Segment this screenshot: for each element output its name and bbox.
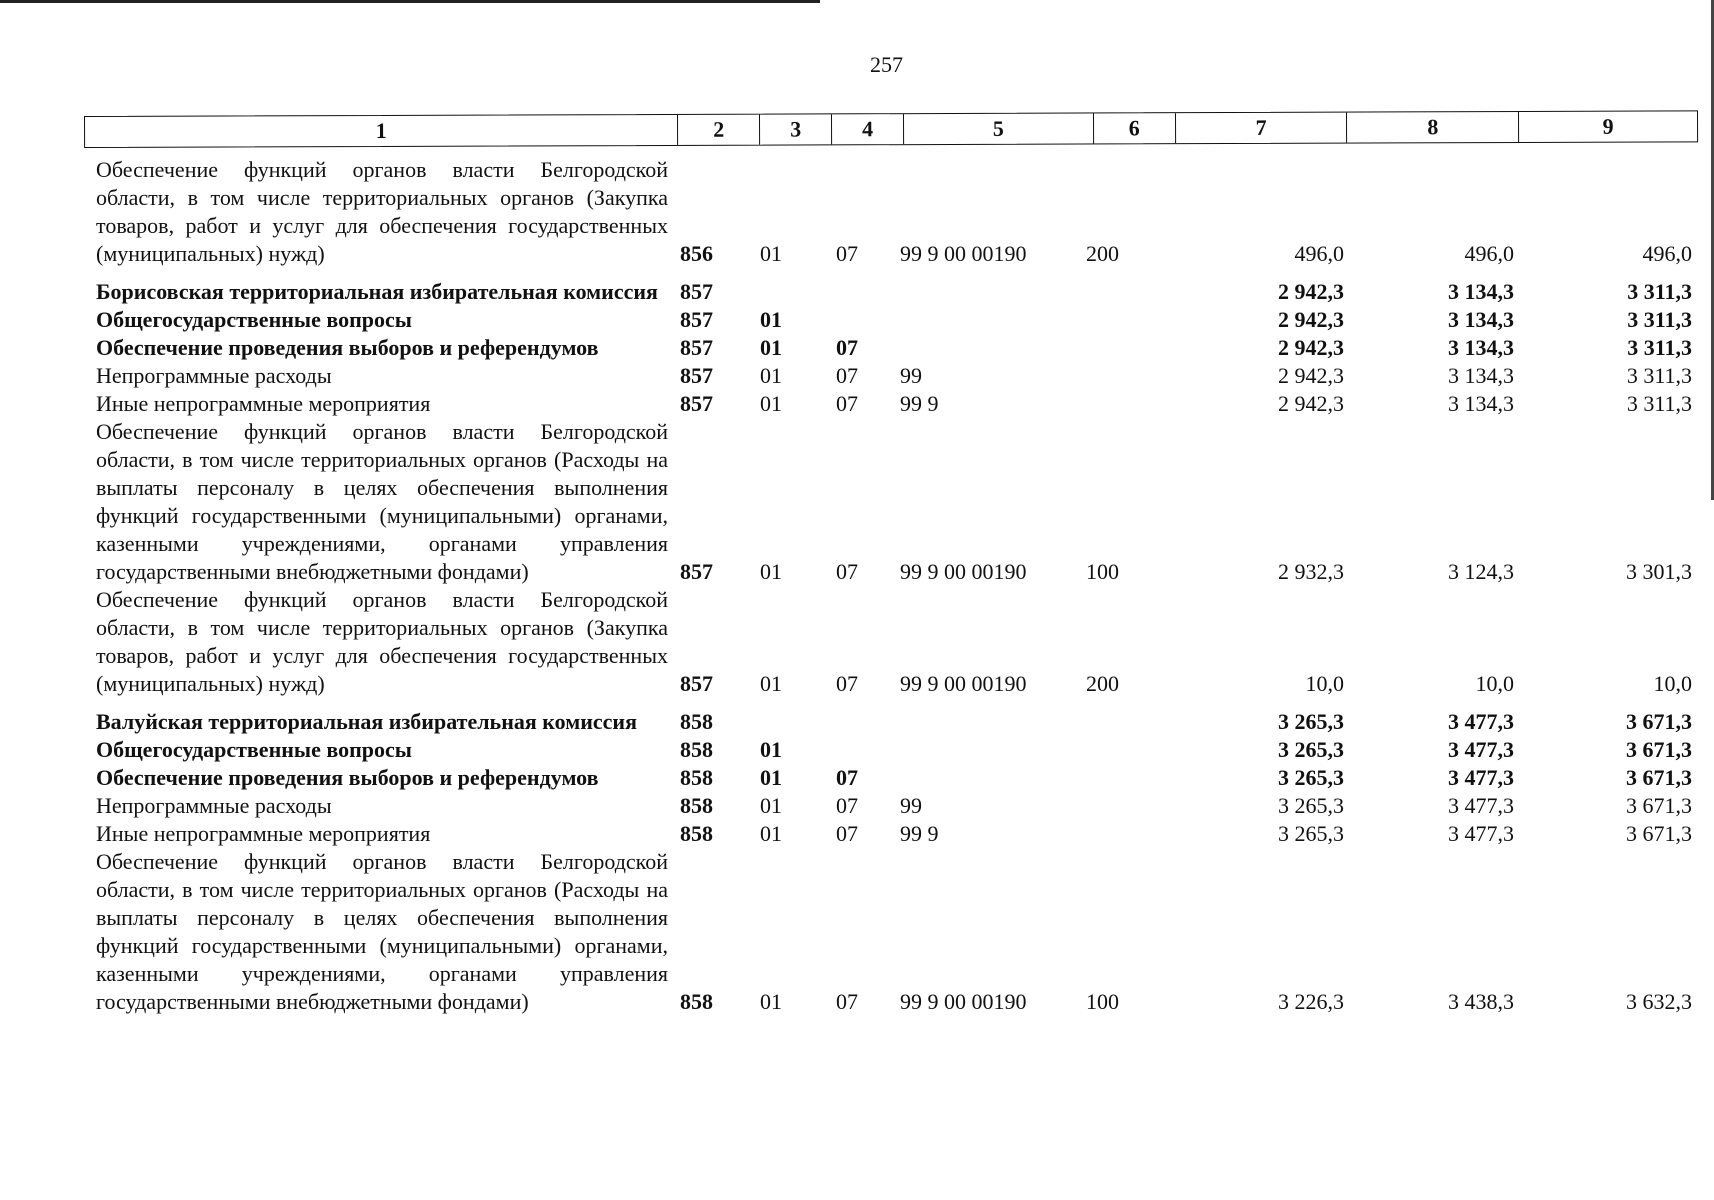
cell-col-7: 2 942,3 [1278, 335, 1344, 360]
cell-col-7: 2 942,3 [1278, 391, 1344, 416]
table-row [96, 708, 1696, 736]
table-row [96, 278, 1696, 306]
cell-col-4: 07 [836, 989, 858, 1014]
cell-col-6: 100 [1086, 989, 1119, 1014]
cell-col-2: 856 [680, 241, 713, 266]
cell-col-8: 3 134,3 [1448, 279, 1514, 304]
cell-col-2: 857 [680, 391, 713, 416]
table-row [96, 586, 1696, 698]
cell-col-3: 01 [760, 821, 782, 846]
cell-col-4: 07 [836, 559, 858, 584]
cell-col-5: 99 [900, 793, 922, 818]
cell-col-3: 01 [760, 737, 782, 762]
cell-col-8: 3 477,3 [1448, 709, 1514, 734]
cell-col-9: 3 311,3 [1627, 279, 1692, 304]
cell-col-3: 01 [760, 559, 782, 584]
cell-col-5: 99 9 00 00190 [900, 671, 1027, 696]
table-row [96, 362, 1696, 390]
cell-col-5: 99 9 00 00190 [900, 241, 1027, 266]
cell-col-6: 200 [1086, 671, 1119, 696]
cell-col-5: 99 9 00 00190 [900, 989, 1027, 1014]
cell-name: Валуйская территориальная избирательная комиссия [96, 709, 638, 734]
cell-col-8: 3 438,3 [1448, 989, 1514, 1014]
page-number: 257 [870, 52, 903, 77]
cell-col-4: 07 [836, 391, 858, 416]
cell-col-9: 3 671,3 [1626, 765, 1692, 790]
cell-col-2: 857 [680, 559, 713, 584]
cell-name: Непрограммные расходы [96, 363, 332, 388]
cell-col-7: 10,0 [1305, 671, 1344, 696]
cell-col-7: 3 265,3 [1278, 765, 1344, 790]
cell-col-3: 01 [760, 989, 782, 1014]
scan-edge-line [0, 0, 820, 3]
cell-col-3: 01 [760, 307, 782, 332]
table-row [96, 848, 1696, 1016]
cell-col-9: 3 301,3 [1626, 559, 1692, 584]
cell-col-9: 3 671,3 [1626, 793, 1692, 818]
cell-col-4: 07 [836, 821, 858, 846]
table-header [84, 110, 1698, 148]
cell-col-3: 01 [760, 241, 782, 266]
cell-col-8: 3 477,3 [1448, 765, 1514, 790]
cell-col-2: 857 [680, 307, 713, 332]
cell-col-3: 01 [760, 793, 782, 818]
header-col-1: 1 [85, 115, 678, 147]
cell-col-9: 3 632,3 [1626, 989, 1692, 1014]
header-col-3: 3 [760, 114, 832, 144]
header-col-5: 5 [904, 113, 1094, 144]
cell-col-7: 3 265,3 [1278, 737, 1344, 762]
cell-col-4: 07 [836, 793, 858, 818]
cell-col-8: 3 134,3 [1448, 391, 1514, 416]
cell-col-8: 3 477,3 [1448, 737, 1514, 762]
cell-name: Иные непрограммные мероприятия [96, 391, 431, 416]
cell-col-8: 3 134,3 [1448, 307, 1514, 332]
table-row [96, 820, 1696, 848]
cell-name: Общегосударственные вопросы [96, 307, 412, 332]
cell-col-8: 3 124,3 [1448, 559, 1514, 584]
header-col-4: 4 [832, 114, 904, 144]
cell-col-4: 07 [836, 335, 858, 360]
cell-col-7: 3 265,3 [1278, 709, 1344, 734]
cell-name: Общегосударственные вопросы [96, 737, 412, 762]
cell-col-7: 3 265,3 [1278, 821, 1344, 846]
cell-col-3: 01 [760, 335, 782, 360]
cell-col-9: 496,0 [1642, 241, 1692, 266]
cell-name: Обеспечение проведения выборов и референдумов [96, 335, 599, 360]
cell-col-2: 858 [680, 793, 713, 818]
cell-col-9: 3 671,3 [1626, 821, 1692, 846]
cell-col-3: 01 [760, 391, 782, 416]
table-body [96, 156, 1696, 1016]
cell-col-4: 07 [836, 363, 858, 388]
cell-col-7: 2 932,3 [1278, 559, 1344, 584]
table-row [96, 418, 1696, 586]
cell-col-5: 99 [900, 363, 922, 388]
cell-col-7: 2 942,3 [1278, 363, 1344, 388]
table-row [96, 390, 1696, 418]
header-col-6: 6 [1094, 113, 1176, 143]
cell-col-4: 07 [836, 671, 858, 696]
cell-col-4: 07 [836, 241, 858, 266]
cell-col-8: 3 477,3 [1448, 821, 1514, 846]
cell-col-6: 100 [1086, 559, 1119, 584]
cell-name: Непрограммные расходы [96, 793, 332, 818]
cell-col-4: 07 [836, 765, 858, 790]
cell-name: Обеспечение функций органов власти Белгородской области, в том числе территориальных органов (Расходы на выплаты персоналу в целях обеспечения выполнения функций государственными (муниципальными) органами, казенными учреждениями, органами управления государственными внебюджетными фондами) [96, 849, 668, 1014]
table-row [96, 736, 1696, 764]
cell-col-9: 3 311,3 [1627, 307, 1692, 332]
cell-name: Обеспечение функций органов власти Белгородской области, в том числе территориальных органов (Закупка товаров, работ и услуг для обеспечения государственных (муниципальных) нужд) [96, 587, 668, 696]
cell-name: Борисовская территориальная избирательная комиссия [96, 279, 658, 304]
cell-col-9: 3 671,3 [1626, 709, 1692, 734]
cell-col-2: 858 [680, 989, 713, 1014]
cell-col-3: 01 [760, 363, 782, 388]
cell-col-5: 99 9 [900, 391, 939, 416]
header-col-7: 7 [1176, 113, 1348, 144]
cell-col-9: 3 311,3 [1626, 363, 1692, 388]
cell-col-8: 3 134,3 [1448, 363, 1514, 388]
cell-col-2: 857 [680, 279, 713, 304]
cell-col-2: 858 [680, 821, 713, 846]
header-col-8: 8 [1347, 112, 1519, 143]
cell-col-2: 858 [680, 765, 713, 790]
cell-col-8: 10,0 [1475, 671, 1514, 696]
table-row [96, 334, 1696, 362]
cell-col-5: 99 9 [900, 821, 939, 846]
header-col-9: 9 [1602, 113, 1614, 139]
cell-name: Иные непрограммные мероприятия [96, 821, 431, 846]
cell-col-7: 496,0 [1294, 241, 1344, 266]
cell-name: Обеспечение функций органов власти Белгородской области, в том числе территориальных органов (Закупка товаров, работ и услуг для обеспечения государственных (муниципальных) нужд) [96, 157, 668, 266]
cell-col-3: 01 [760, 671, 782, 696]
table-row [96, 764, 1696, 792]
cell-col-8: 3 477,3 [1448, 793, 1514, 818]
cell-col-5: 99 9 00 00190 [900, 559, 1027, 584]
cell-col-9: 3 311,3 [1626, 391, 1692, 416]
cell-col-8: 496,0 [1464, 241, 1514, 266]
cell-col-2: 858 [680, 737, 713, 762]
cell-col-7: 2 942,3 [1278, 307, 1344, 332]
cell-col-3: 01 [760, 765, 782, 790]
cell-name: Обеспечение функций органов власти Белгородской области, в том числе территориальных органов (Расходы на выплаты персоналу в целях обеспечения выполнения функций государственными (муниципальными) органами, казенными учреждениями, органами управления государственными внебюджетными фондами) [96, 419, 668, 584]
table-row [96, 792, 1696, 820]
cell-col-2: 858 [680, 709, 713, 734]
header-col-2: 2 [678, 115, 760, 145]
cell-col-2: 857 [680, 335, 713, 360]
cell-col-9: 3 311,3 [1627, 335, 1692, 360]
cell-col-7: 3 265,3 [1278, 793, 1344, 818]
cell-col-9: 10,0 [1653, 671, 1692, 696]
cell-name: Обеспечение проведения выборов и референдумов [96, 765, 599, 790]
cell-col-2: 857 [680, 363, 713, 388]
cell-col-7: 3 226,3 [1278, 989, 1344, 1014]
cell-col-2: 857 [680, 671, 713, 696]
table-row [96, 156, 1696, 268]
cell-col-7: 2 942,3 [1278, 279, 1344, 304]
cell-col-9: 3 671,3 [1626, 737, 1692, 762]
table-row [96, 306, 1696, 334]
cell-col-8: 3 134,3 [1448, 335, 1514, 360]
cell-col-6: 200 [1086, 241, 1119, 266]
